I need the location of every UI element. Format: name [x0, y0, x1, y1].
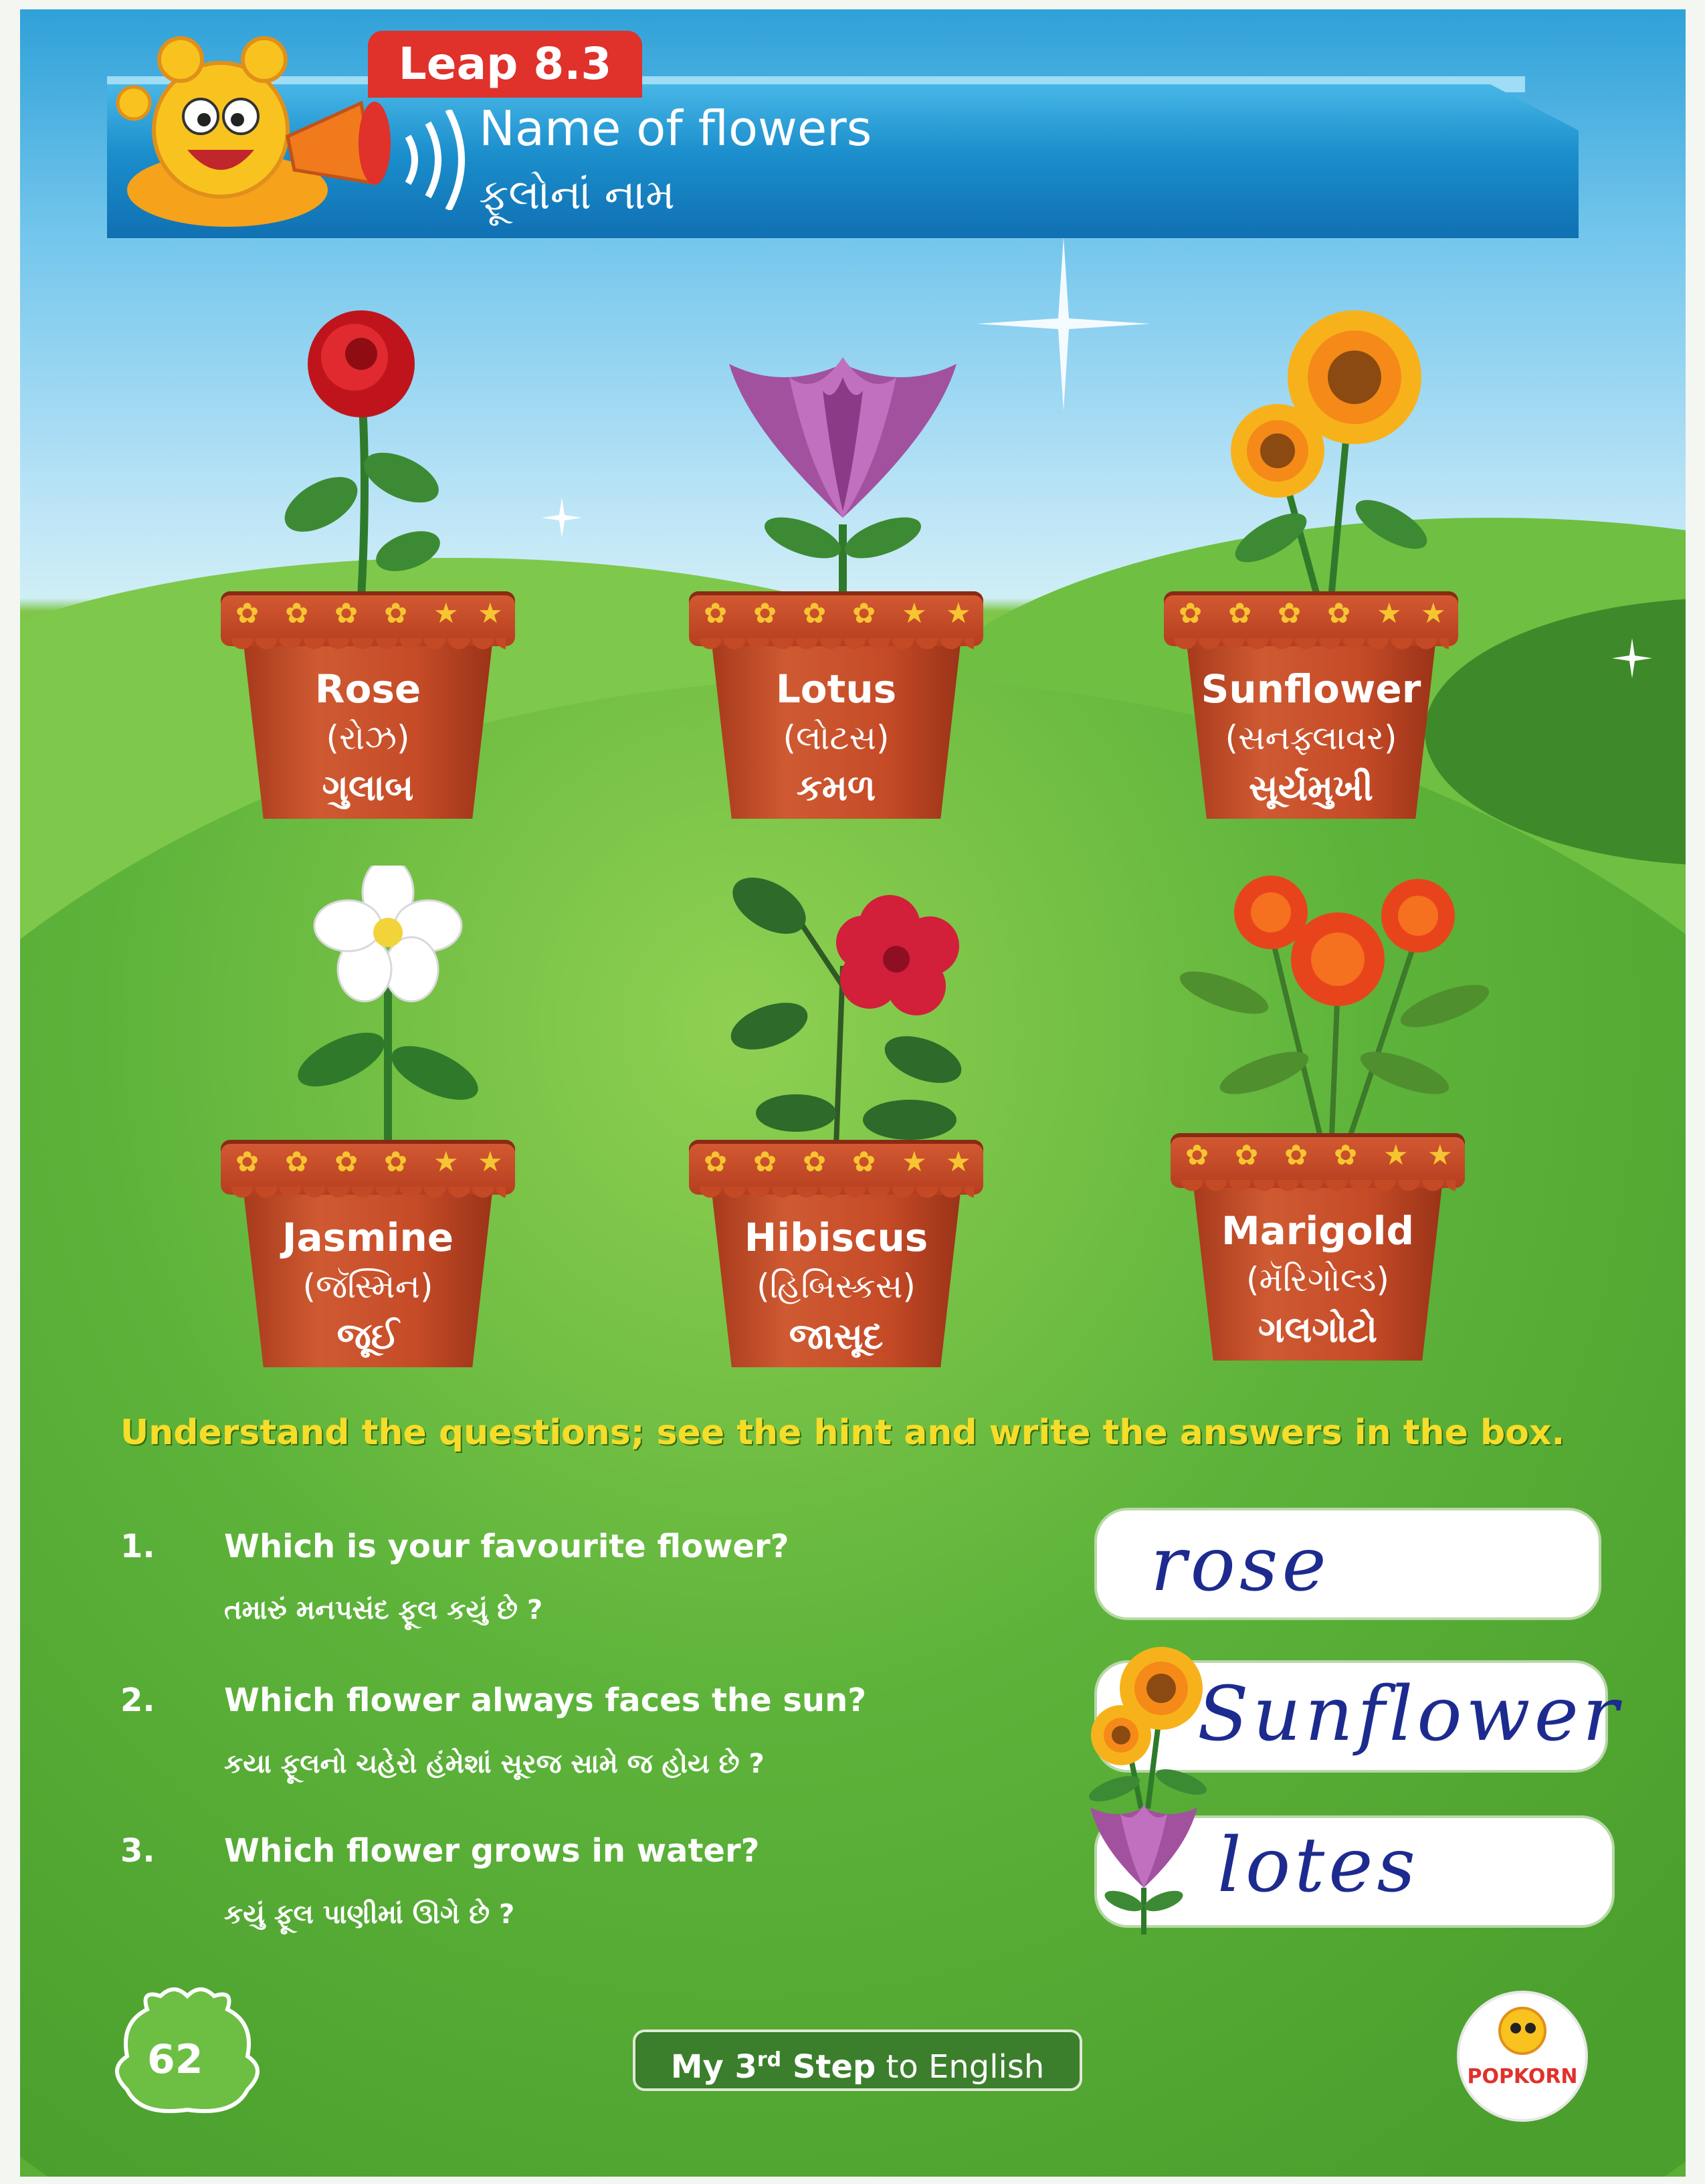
flower-name-transliteration: (જૅસ્મિન): [302, 1267, 433, 1306]
star-icon: ★: [946, 1145, 971, 1178]
flower-name-transliteration: (હિબિસ્કસ): [757, 1267, 916, 1306]
star-icon: ✿: [1278, 597, 1302, 629]
book-title-step: Step: [781, 2048, 876, 2086]
star-icon: ✿: [704, 1145, 728, 1178]
star-icon: ★: [902, 1145, 927, 1178]
lotus-hint-icon: [1084, 1801, 1204, 1934]
worksheet-page: [20, 9, 1686, 2177]
question-text-gujarati: કયા ફૂલનો ચહેરો હંમેશાં સૂરજ સામે જ હોય છે ?: [224, 1749, 765, 1779]
pot-lotus: [689, 591, 983, 819]
pot-scallop: [698, 638, 974, 661]
star-icon: ✿: [753, 597, 777, 629]
marigold-icon: [1164, 872, 1498, 1153]
hibiscus-icon: [722, 866, 990, 1147]
star-icon: ★: [478, 597, 503, 629]
pot-scallop: [230, 1187, 506, 1209]
flower-name-gujarati: જાસૂદ: [789, 1315, 884, 1357]
rose-icon: [261, 304, 462, 598]
star-icon: ✿: [384, 597, 408, 629]
question-number: 1.: [120, 1528, 155, 1565]
flower-name-gujarati: ગલગોટો: [1258, 1308, 1378, 1351]
star-icon: ✿: [1179, 597, 1203, 629]
star-icon: ★: [902, 597, 927, 629]
flower-name-en: Hibiscus: [744, 1215, 928, 1260]
star-icon: ✿: [384, 1145, 408, 1178]
flower-name-transliteration: (મૅરિગોલ્ડ): [1246, 1260, 1389, 1299]
sparkle-icon: [977, 237, 1150, 411]
question-text: Which flower grows in water?: [224, 1832, 760, 1870]
star-icon: ✿: [1334, 1138, 1358, 1171]
book-title-prefix: My 3: [670, 2048, 757, 2086]
flower-name-en: Sunflower: [1201, 666, 1421, 712]
page-title: Name of flowers: [479, 100, 872, 157]
pot-scallop: [1173, 638, 1449, 661]
flower-name-gujarati: કમળ: [796, 767, 876, 809]
star-icon: ✿: [285, 597, 309, 629]
page-title-gujarati: ફૂલોનાં નામ: [479, 170, 675, 219]
star-icon: ✿: [1235, 1138, 1259, 1171]
pot-jasmine: [221, 1140, 515, 1367]
flower-name-gujarati: જૂઈ: [336, 1315, 399, 1357]
star-icon: ★: [1421, 597, 1446, 629]
star-icon: ✿: [235, 1145, 260, 1178]
popkorn-logo-icon: [1456, 1989, 1589, 2123]
sparkle-icon: [1612, 638, 1652, 678]
sparkle-icon: [542, 498, 582, 538]
sunflower-hint-icon: [1088, 1642, 1208, 1809]
answer-handwritten: lotes: [1217, 1822, 1420, 1909]
star-icon: ★: [1383, 1138, 1409, 1171]
star-icon: ★: [478, 1145, 503, 1178]
pot-scallop: [698, 1187, 974, 1209]
question-text-gujarati: કયું ફૂલ પાણીમાં ઊગે છે ?: [224, 1899, 515, 1930]
flower-name-en: Lotus: [775, 666, 897, 712]
question-number: 2.: [120, 1682, 155, 1719]
pot-scallop: [1180, 1180, 1456, 1203]
pot-marigold: [1171, 1133, 1465, 1361]
lotus-icon: [709, 351, 977, 598]
popkorn-logo-text: POPKORN: [1467, 2065, 1578, 2088]
star-icon: ✿: [1185, 1138, 1209, 1171]
star-icon: ★: [433, 1145, 459, 1178]
sound-waves-icon: [395, 110, 475, 210]
answer-handwritten: rose: [1150, 1521, 1330, 1608]
question-text-gujarati: તમારું મનપસંદ ફૂલ કયું છે ?: [224, 1595, 543, 1625]
star-icon: ✿: [803, 1145, 827, 1178]
question-text: Which flower always faces the sun?: [224, 1682, 867, 1719]
star-icon: ✿: [1327, 597, 1351, 629]
star-icon: ✿: [753, 1145, 777, 1178]
answer-handwritten: Sunflower: [1197, 1671, 1623, 1758]
instruction-text: Understand the questions; see the hint and write the answers in the box.: [120, 1413, 1565, 1453]
star-icon: ★: [1377, 597, 1402, 629]
star-icon: ★: [433, 597, 459, 629]
jasmine-icon: [288, 866, 488, 1147]
question-number: 3.: [120, 1832, 155, 1870]
star-icon: ✿: [803, 597, 827, 629]
pot-sunflower: [1164, 591, 1458, 819]
pot-hibiscus: [689, 1140, 983, 1367]
star-icon: ✿: [1284, 1138, 1308, 1171]
star-icon: ✿: [852, 597, 876, 629]
star-icon: ✿: [235, 597, 260, 629]
pot-scallop: [230, 638, 506, 661]
star-icon: ★: [946, 597, 971, 629]
star-icon: ✿: [334, 1145, 359, 1178]
star-icon: ✿: [1228, 597, 1252, 629]
flower-name-en: Marigold: [1221, 1208, 1415, 1254]
star-icon: ★: [1427, 1138, 1453, 1171]
question-text: Which is your favourite flower?: [224, 1528, 789, 1565]
leap-badge: Leap 8.3: [368, 31, 642, 98]
flower-name-en: Jasmine: [282, 1215, 454, 1260]
flower-name-transliteration: (લોટસ): [783, 718, 890, 757]
book-title-suffix: to English: [876, 2048, 1045, 2086]
pot-rose: [221, 591, 515, 819]
star-icon: ✿: [704, 597, 728, 629]
flower-name-transliteration: (સનફ્લાવર): [1225, 718, 1397, 757]
page-number: 62: [147, 2036, 203, 2083]
star-icon: ✿: [285, 1145, 309, 1178]
book-title-footer: [633, 2029, 1082, 2091]
star-icon: ✿: [852, 1145, 876, 1178]
flower-name-gujarati: સૂર્યમુખી: [1249, 767, 1373, 809]
book-title-superscript: rd: [757, 2048, 782, 2072]
flower-name-gujarati: ગુલાબ: [322, 767, 414, 809]
flower-name-en: Rose: [314, 666, 421, 712]
sunflower-icon: [1211, 304, 1451, 598]
flower-name-transliteration: (રોઝ): [326, 718, 410, 757]
star-icon: ✿: [334, 597, 359, 629]
